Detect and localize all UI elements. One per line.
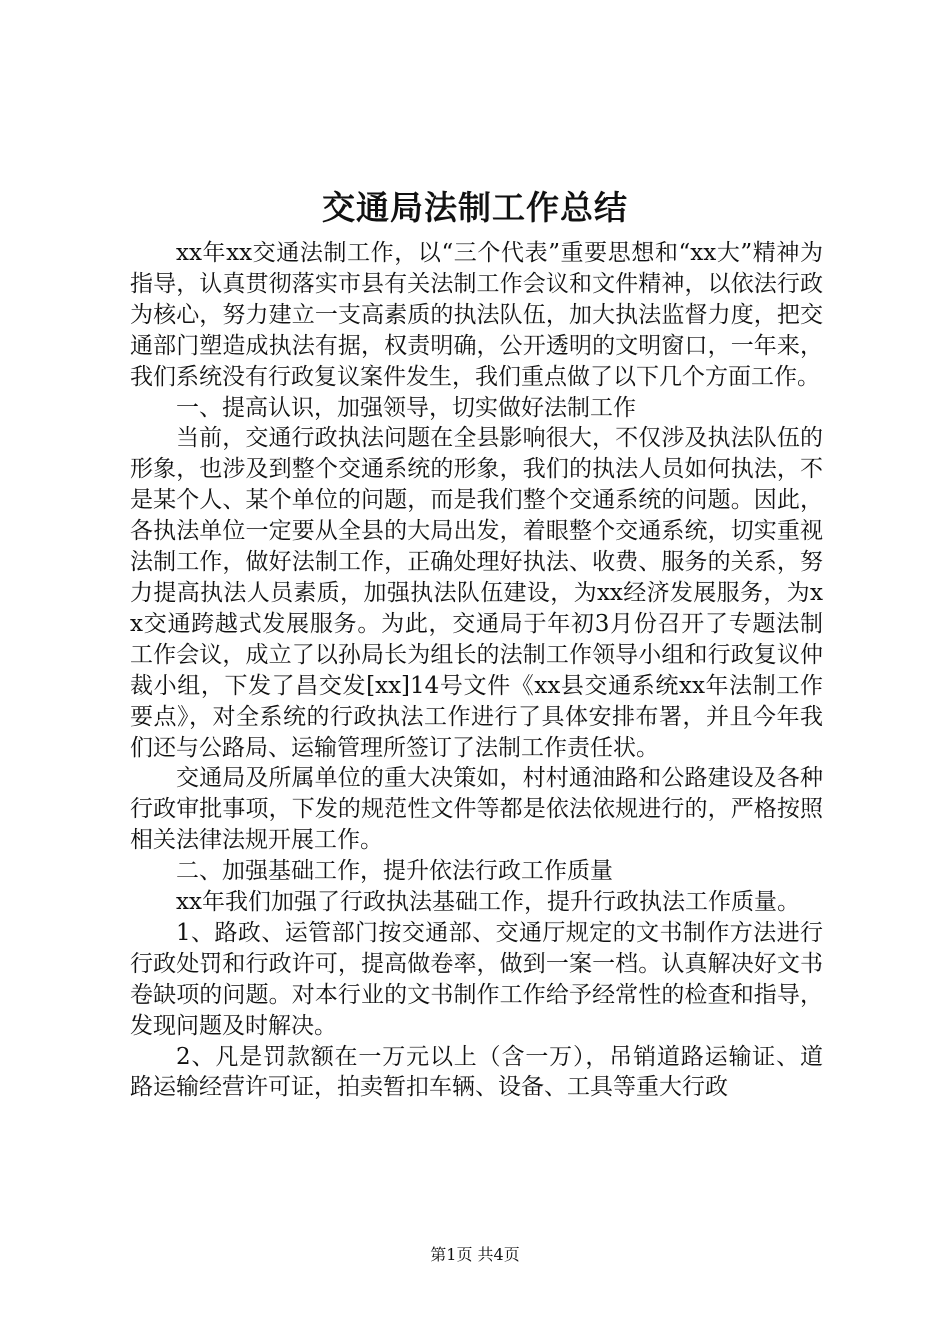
paragraph-item-1: 1、路政、运管部门按交通部、交通厅规定的文书制作方法进行行政处罚和行政许可，提高做卷率，做到一案一档。认真解决好文书卷缺项的问题。对本行业的文书制作工作给予经常性的检查和指导，发现问题及时解决。 (130, 919, 823, 1039)
document-title: 交通局法制工作总结 (322, 188, 628, 227)
section-heading-2: 二、加强基础工作，提升依法行政工作质量 (176, 858, 613, 885)
page-footer: 第1页 共4页 (430, 1245, 520, 1264)
document-body (130, 238, 823, 1103)
paragraph-decisions: 交通局及所属单位的重大决策如，村村通油路和公路建设及各种行政审批事项，下发的规范性文件等都是依法依规进行的，严格按照相关法律法规开展工作。 (130, 765, 823, 854)
section-heading-1: 一、提高认识，加强领导，切实做好法制工作 (176, 394, 636, 421)
paragraph-intro: xx年xx交通法制工作，以“三个代表”重要思想和“xx大”精神为指导，认真贯彻落实市县有关法制工作会议和文件精神，以依法行政为核心，努力建立一支高素质的执法队伍，加大执法监督力度，把交通部门塑造成执法有据，权责明确，公开透明的文明窗口，一年来，我们系统没有行政复议案件发生，我们重点做了以下几个方面工作。 (130, 240, 823, 390)
paragraph-section-2-intro: xx年我们加强了行政执法基础工作，提升行政执法工作质量。 (176, 889, 800, 916)
paragraph-item-2: 2、凡是罚款额在一万元以上（含一万），吊销道路运输证、道路运输经营许可证，拍卖暂扣车辆、设备、工具等重大行政 (130, 1043, 823, 1101)
paragraph-section-1: 当前，交通行政执法问题在全县影响很大，不仅涉及执法队伍的形象，也涉及到整个交通系统的形象，我们的执法人员如何执法，不是某个人、某个单位的问题，而是我们整个交通系统的问题。因此，各执法单位一定要从全县的大局出发，着眼整个交通系统，切实重视法制工作，做好法制工作，正确处理好执法、收费、服务的关系，努力提高执法人员素质，加强执法队伍建设，为xx经济发展服务，为xx交通跨越式发展服务。为此，交通局于年初3月份召开了专题法制工作会议，成立了以孙局长为组长的法制工作领导小组和行政复议仲裁小组，下发了昌交发[xx]14号文件《xx县交通系统xx年法制工作要点》，对全系统的行政执法工作进行了具体安排布署，并且今年我们还与公路局、运输管理所签订了法制工作责任状。 (130, 425, 823, 761)
